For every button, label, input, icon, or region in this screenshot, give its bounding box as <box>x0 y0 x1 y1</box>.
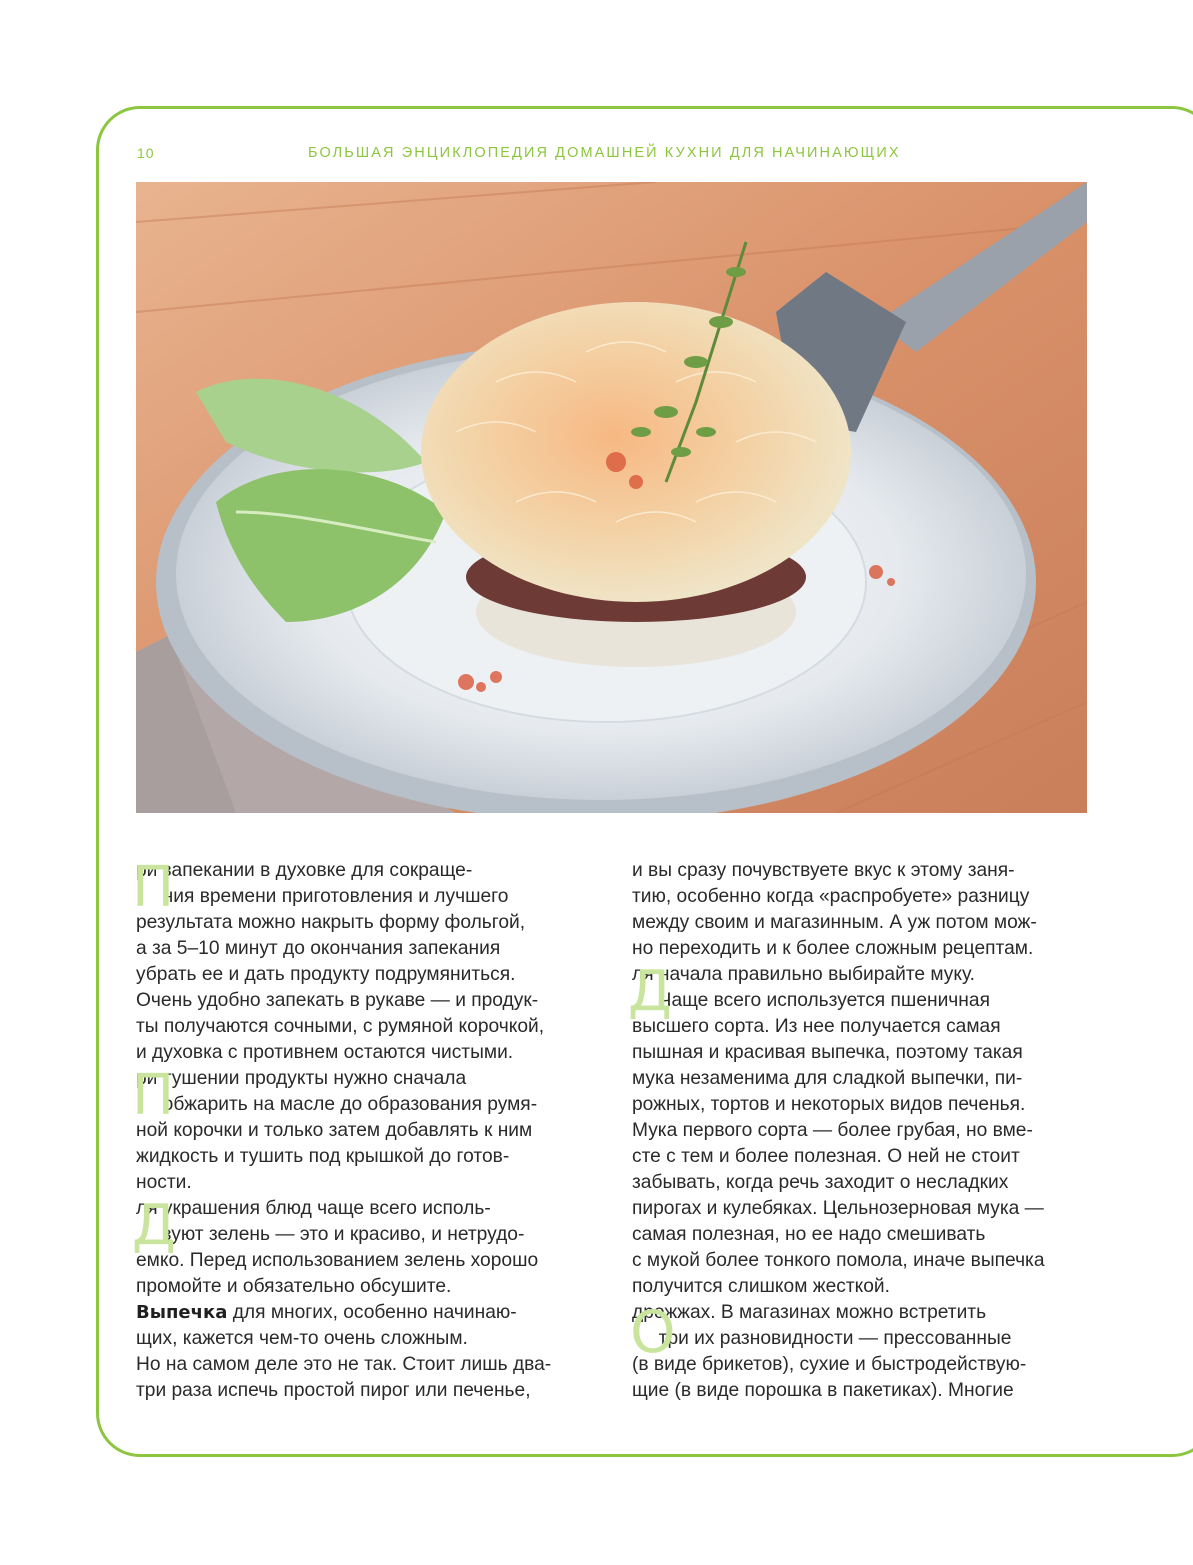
paragraph-text: ри запекании в духовке для сокраще- ния времени приготовления и лучшего результата можно накрыть форму фольгой, а за 5–10 минут до окончания запекания убрать ее и дать продукту подрумяниться. Очень удобно запекать в рукаве — и продук- ты получаются сочными, с румяной корочкой, и духовка с противнем остаются чистыми. <box>136 860 545 1063</box>
paragraph-text: для многих, особенно начинаю- щих, кажется чем-то очень сложным. Но на самом деле это не так. Стоит лишь два- три раза испечь простой пирог или печенье, <box>136 1302 552 1401</box>
right-column <box>628 858 1090 1404</box>
page-number: 10 <box>137 145 155 161</box>
dropcap: П <box>132 855 175 920</box>
running-title: БОЛЬШАЯ ЭНЦИКЛОПЕДИЯ ДОМАШНЕЙ КУХНИ ДЛЯ НАЧИНАЮЩИХ <box>308 145 901 161</box>
bold-lead-word: Выпечка <box>136 1302 228 1323</box>
paragraph-text: ля начала правильно выбирайте муку. Чаще всего используется пшеничная высшего сорта. Из нее получается самая пышная и красивая выпечка, поэтому такая мука незаменима для сладкой выпечки, пи- рожных, тортов и некоторых видов печенья. Мука первого сорта — более грубая, но вме- сте с тем и более полезная. О ней не стоит забывать, когда речь заходит о несладких пирогах и кулебяках. Цельнозерновая мука — самая полезная, но ее надо смешивать с мукой более тонкого помола, иначе выпечка получится слишком жесткой. <box>632 964 1045 1297</box>
paragraph-baking-in-oven <box>132 855 594 1066</box>
paragraph-yeast <box>632 1300 1090 1404</box>
paragraph-text: ля украшения блюд чаще всего исполь- зуют зелень — это и красиво, и нетрудо- емко. Перед использованием зелень хорошо промойте и обязательно обсушите. <box>136 1198 539 1297</box>
dropcap: Д <box>132 1193 176 1258</box>
dropcap: О <box>630 1298 676 1366</box>
paragraph-stewing <box>132 1063 594 1196</box>
paragraph-text: ри тушении продукты нужно сначала обжарить на масле до образования румя- ной корочки и только затем добавлять к ним жидкость и тушить под крышкой до готов- ности. <box>136 1068 538 1193</box>
left-column <box>132 855 594 1404</box>
dropcap: Д <box>628 959 672 1024</box>
paragraph-pastry <box>136 1300 594 1404</box>
food-photo <box>136 182 1087 813</box>
dropcap: П <box>132 1063 175 1128</box>
paragraph-text: дрожжах. В магазинах можно встретить три их разновидности — прессованные (в виде брикетов), сухие и быстродействую- щие (в виде порошка в пакетиках). Многие <box>632 1302 1027 1401</box>
paragraph-text: и вы сразу почувствуете вкус к этому заня- тию, особенно когда «распробуете» разницу между своим и магазинным. А уж потом мож- но переходить и к более сложным рецептам. <box>632 860 1037 959</box>
paragraph-garnish <box>132 1193 594 1300</box>
paragraph-pastry-continued <box>632 858 1090 962</box>
paragraph-flour <box>628 959 1090 1300</box>
